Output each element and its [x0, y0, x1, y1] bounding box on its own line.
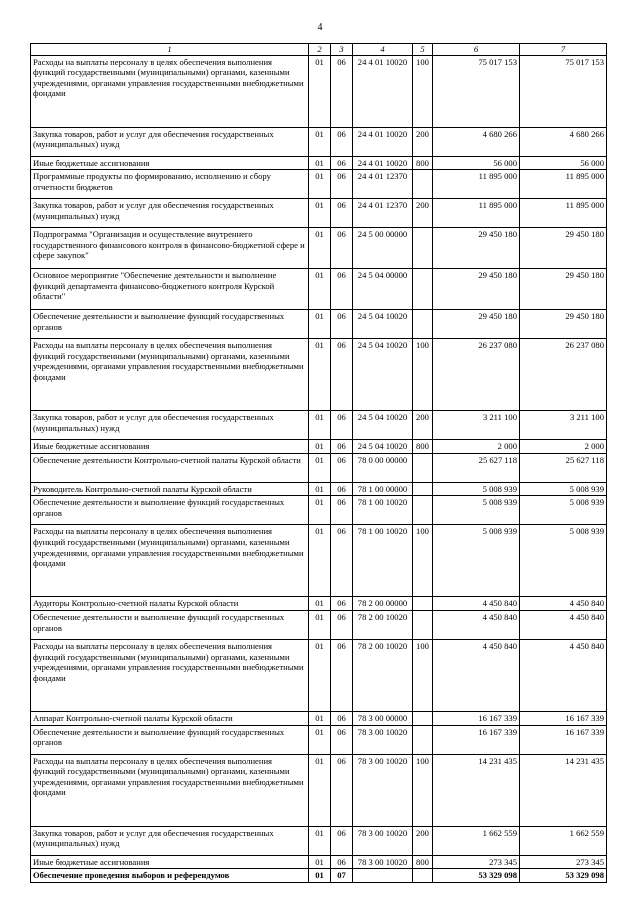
- cell-name: Аудиторы Контрольно-счетной палаты Курской области: [31, 597, 309, 611]
- cell-c4: 78 1 00 10020: [353, 525, 413, 597]
- cell-c5: [413, 711, 433, 725]
- budget-table-body: [31, 44, 607, 883]
- cell-c5: 200: [413, 127, 433, 156]
- cell-c6: 5 008 939: [433, 525, 520, 597]
- cell-c6: 26 237 080: [433, 339, 520, 411]
- cell-c3: 06: [331, 826, 353, 855]
- cell-name: Расходы на выплаты персоналу в целях обеспечения выполнения функций государственными (муниципальными) органами, казенными учреждениями, органами управления государственными внебюджетными фондами: [31, 639, 309, 711]
- table-row: [31, 55, 607, 127]
- cell-c7: 11 895 000: [520, 199, 607, 228]
- cell-c3: 06: [331, 754, 353, 826]
- cell-c7: 3 211 100: [520, 411, 607, 440]
- cell-c5: 800: [413, 440, 433, 454]
- cell-c3: 06: [331, 156, 353, 170]
- cell-c7: 29 450 180: [520, 269, 607, 310]
- cell-c4: 24 4 01 12370: [353, 170, 413, 199]
- table-row: [31, 310, 607, 339]
- cell-c7: 29 450 180: [520, 310, 607, 339]
- table-row: [31, 869, 607, 883]
- cell-c2: 01: [309, 711, 331, 725]
- cell-c3: 06: [331, 411, 353, 440]
- header-cell-2: 2: [309, 44, 331, 56]
- cell-c3: 06: [331, 496, 353, 525]
- cell-c7: 75 017 153: [520, 55, 607, 127]
- page-number: 4: [317, 22, 323, 33]
- cell-name: Иные бюджетные ассигнования: [31, 855, 309, 869]
- cell-c7: 5 008 939: [520, 482, 607, 496]
- cell-c2: 01: [309, 127, 331, 156]
- cell-c3: 06: [331, 525, 353, 597]
- cell-c6: 4 680 266: [433, 127, 520, 156]
- table-row: [31, 754, 607, 826]
- cell-c6: 29 450 180: [433, 228, 520, 269]
- cell-c7: 29 450 180: [520, 228, 607, 269]
- cell-name: Обеспечение деятельности и выполнение функций государственных органов: [31, 725, 309, 754]
- cell-name: Основное мероприятие "Обеспечение деятельности и выполнение функций департамента финансово-бюджетного контроля Курской области": [31, 269, 309, 310]
- cell-c2: 01: [309, 496, 331, 525]
- cell-c5: 100: [413, 754, 433, 826]
- table-header-row: [31, 44, 607, 56]
- cell-c6: 5 008 939: [433, 482, 520, 496]
- cell-c7: 16 167 339: [520, 711, 607, 725]
- cell-c6: 16 167 339: [433, 725, 520, 754]
- cell-c3: 06: [331, 482, 353, 496]
- cell-c3: 06: [331, 199, 353, 228]
- cell-c5: 800: [413, 855, 433, 869]
- cell-c4: 24 5 04 00000: [353, 269, 413, 310]
- cell-c2: 01: [309, 440, 331, 454]
- cell-c7: 53 329 098: [520, 869, 607, 883]
- cell-c2: 01: [309, 525, 331, 597]
- header-cell-4: 4: [353, 44, 413, 56]
- cell-c5: [413, 869, 433, 883]
- cell-c3: 06: [331, 453, 353, 482]
- cell-c7: 2 000: [520, 440, 607, 454]
- cell-name: Расходы на выплаты персоналу в целях обеспечения выполнения функций государственными (муниципальными) органами, казенными учреждениями, органами управления государственными внебюджетными фондами: [31, 754, 309, 826]
- table-row: [31, 127, 607, 156]
- cell-c3: 06: [331, 597, 353, 611]
- cell-c4: [353, 869, 413, 883]
- cell-c2: 01: [309, 228, 331, 269]
- cell-c4: 24 5 00 00000: [353, 228, 413, 269]
- cell-c2: 01: [309, 725, 331, 754]
- cell-c6: 3 211 100: [433, 411, 520, 440]
- cell-c3: 06: [331, 310, 353, 339]
- cell-c7: 4 680 266: [520, 127, 607, 156]
- table-row: [31, 525, 607, 597]
- cell-c2: 01: [309, 156, 331, 170]
- cell-c2: 01: [309, 310, 331, 339]
- cell-c7: 56 000: [520, 156, 607, 170]
- header-cell-6: 6: [433, 44, 520, 56]
- cell-c2: 01: [309, 199, 331, 228]
- table-row: [31, 440, 607, 454]
- table-row: [31, 482, 607, 496]
- cell-name: Обеспечение деятельности и выполнение функций государственных органов: [31, 310, 309, 339]
- table-row: [31, 339, 607, 411]
- cell-c6: 5 008 939: [433, 496, 520, 525]
- cell-c7: 14 231 435: [520, 754, 607, 826]
- table-row: [31, 711, 607, 725]
- cell-c4: 78 3 00 00000: [353, 711, 413, 725]
- cell-c3: 06: [331, 725, 353, 754]
- cell-name: Руководитель Контрольно-счетной палаты Курской области: [31, 482, 309, 496]
- cell-c4: 24 4 01 12370: [353, 199, 413, 228]
- cell-c6: 4 450 840: [433, 610, 520, 639]
- cell-name: Закупка товаров, работ и услуг для обеспечения государственных (муниципальных) нужд: [31, 199, 309, 228]
- cell-c3: 06: [331, 610, 353, 639]
- cell-c5: [413, 482, 433, 496]
- cell-c2: 01: [309, 610, 331, 639]
- cell-c5: [413, 725, 433, 754]
- cell-name: Обеспечение деятельности и выполнение функций государственных органов: [31, 496, 309, 525]
- cell-c4: 24 5 04 10020: [353, 339, 413, 411]
- cell-c6: 273 345: [433, 855, 520, 869]
- cell-c7: 5 008 939: [520, 496, 607, 525]
- header-cell-7: 7: [520, 44, 607, 56]
- cell-c2: 01: [309, 55, 331, 127]
- cell-c5: 200: [413, 411, 433, 440]
- cell-c4: 78 2 00 10020: [353, 639, 413, 711]
- cell-c5: 800: [413, 156, 433, 170]
- table-row: [31, 826, 607, 855]
- cell-c2: 01: [309, 597, 331, 611]
- cell-name: Аппарат Контрольно-счетной палаты Курской области: [31, 711, 309, 725]
- cell-c3: 06: [331, 639, 353, 711]
- cell-name: Закупка товаров, работ и услуг для обеспечения государственных (муниципальных) нужд: [31, 411, 309, 440]
- cell-c7: 5 008 939: [520, 525, 607, 597]
- cell-c6: 4 450 840: [433, 597, 520, 611]
- cell-name: Обеспечение деятельности Контрольно-счетной палаты Курской области: [31, 453, 309, 482]
- cell-c4: 78 3 00 10020: [353, 855, 413, 869]
- cell-c2: 01: [309, 855, 331, 869]
- table-row: [31, 228, 607, 269]
- cell-c6: 53 329 098: [433, 869, 520, 883]
- table-row: [31, 725, 607, 754]
- cell-c6: 29 450 180: [433, 269, 520, 310]
- table-row: [31, 199, 607, 228]
- table-row: [31, 855, 607, 869]
- table-row: [31, 411, 607, 440]
- cell-name: Обеспечение деятельности и выполнение функций государственных органов: [31, 610, 309, 639]
- cell-name: Иные бюджетные ассигнования: [31, 156, 309, 170]
- cell-c2: 01: [309, 482, 331, 496]
- table-row: [31, 269, 607, 310]
- cell-c5: 100: [413, 55, 433, 127]
- table-row: [31, 156, 607, 170]
- cell-c5: 100: [413, 525, 433, 597]
- cell-c7: 11 895 000: [520, 170, 607, 199]
- cell-c4: 78 1 00 10020: [353, 496, 413, 525]
- cell-name: Подпрограмма "Организация и осуществление внутреннего государственного финансового контроля в финансово-бюджетной сфере и сфере закупок": [31, 228, 309, 269]
- cell-name: Расходы на выплаты персоналу в целях обеспечения выполнения функций государственными (муниципальными) органами, казенными учреждениями, органами управления государственными внебюджетными фондами: [31, 525, 309, 597]
- table-row: [31, 453, 607, 482]
- cell-c7: 25 627 118: [520, 453, 607, 482]
- cell-name: Расходы на выплаты персоналу в целях обеспечения выполнения функций государственными (муниципальными) органами, казенными учреждениями, органами управления государственными внебюджетными фондами: [31, 55, 309, 127]
- cell-c5: [413, 610, 433, 639]
- table-row: [31, 639, 607, 711]
- budget-table: [30, 43, 607, 883]
- table-row: [31, 610, 607, 639]
- cell-c3: 06: [331, 339, 353, 411]
- cell-c3: 06: [331, 55, 353, 127]
- cell-c5: [413, 269, 433, 310]
- cell-c4: 78 2 00 10020: [353, 610, 413, 639]
- table-row: [31, 496, 607, 525]
- cell-c3: 06: [331, 170, 353, 199]
- cell-c4: 24 4 01 10020: [353, 127, 413, 156]
- cell-c3: 06: [331, 269, 353, 310]
- cell-c6: 1 662 559: [433, 826, 520, 855]
- cell-c7: 4 450 840: [520, 597, 607, 611]
- cell-c6: 16 167 339: [433, 711, 520, 725]
- cell-c6: 25 627 118: [433, 453, 520, 482]
- cell-c3: 07: [331, 869, 353, 883]
- cell-c5: 100: [413, 639, 433, 711]
- cell-c4: 78 3 00 10020: [353, 754, 413, 826]
- table-row: [31, 597, 607, 611]
- cell-c2: 01: [309, 639, 331, 711]
- cell-c6: 29 450 180: [433, 310, 520, 339]
- cell-c5: [413, 597, 433, 611]
- cell-c2: 01: [309, 826, 331, 855]
- header-cell-5: 5: [413, 44, 433, 56]
- cell-c4: 24 5 04 10020: [353, 310, 413, 339]
- cell-c2: 01: [309, 754, 331, 826]
- cell-c5: 200: [413, 199, 433, 228]
- cell-c4: 24 4 01 10020: [353, 156, 413, 170]
- cell-c2: 01: [309, 453, 331, 482]
- cell-c7: 273 345: [520, 855, 607, 869]
- cell-c5: [413, 228, 433, 269]
- cell-c5: [413, 170, 433, 199]
- cell-c5: 100: [413, 339, 433, 411]
- cell-c6: 11 895 000: [433, 170, 520, 199]
- cell-c6: 56 000: [433, 156, 520, 170]
- cell-name: Закупка товаров, работ и услуг для обеспечения государственных (муниципальных) нужд: [31, 826, 309, 855]
- cell-c4: 24 5 04 10020: [353, 411, 413, 440]
- cell-c2: 01: [309, 411, 331, 440]
- cell-c3: 06: [331, 855, 353, 869]
- cell-c2: 01: [309, 869, 331, 883]
- cell-c5: 200: [413, 826, 433, 855]
- cell-c3: 06: [331, 440, 353, 454]
- cell-c3: 06: [331, 127, 353, 156]
- cell-c6: 14 231 435: [433, 754, 520, 826]
- cell-c2: 01: [309, 269, 331, 310]
- cell-c6: 75 017 153: [433, 55, 520, 127]
- cell-c2: 01: [309, 339, 331, 411]
- cell-name: Обеспечение проведения выборов и референдумов: [31, 869, 309, 883]
- cell-c4: 78 1 00 00000: [353, 482, 413, 496]
- cell-c3: 06: [331, 711, 353, 725]
- cell-c5: [413, 453, 433, 482]
- cell-c5: [413, 310, 433, 339]
- cell-name: Закупка товаров, работ и услуг для обеспечения государственных (муниципальных) нужд: [31, 127, 309, 156]
- cell-c6: 11 895 000: [433, 199, 520, 228]
- cell-c3: 06: [331, 228, 353, 269]
- cell-c4: 24 5 04 10020: [353, 440, 413, 454]
- cell-c5: [413, 496, 433, 525]
- cell-c7: 26 237 080: [520, 339, 607, 411]
- table-row: [31, 170, 607, 199]
- cell-name: Иные бюджетные ассигнования: [31, 440, 309, 454]
- cell-name: Программные продукты по формированию, исполнению и сбору отчетности бюджетов: [31, 170, 309, 199]
- cell-c7: 16 167 339: [520, 725, 607, 754]
- cell-c7: 4 450 840: [520, 639, 607, 711]
- header-cell-1: 1: [31, 44, 309, 56]
- cell-c4: 78 3 00 10020: [353, 725, 413, 754]
- cell-c6: 4 450 840: [433, 639, 520, 711]
- cell-c4: 78 3 00 10020: [353, 826, 413, 855]
- cell-c4: 78 0 00 00000: [353, 453, 413, 482]
- cell-c7: 1 662 559: [520, 826, 607, 855]
- cell-c7: 4 450 840: [520, 610, 607, 639]
- cell-c4: 24 4 01 10020: [353, 55, 413, 127]
- header-cell-3: 3: [331, 44, 353, 56]
- cell-c2: 01: [309, 170, 331, 199]
- cell-c6: 2 000: [433, 440, 520, 454]
- cell-c4: 78 2 00 00000: [353, 597, 413, 611]
- cell-name: Расходы на выплаты персоналу в целях обеспечения выполнения функций государственными (муниципальными) органами, казенными учреждениями, органами управления государственными внебюджетными фондами: [31, 339, 309, 411]
